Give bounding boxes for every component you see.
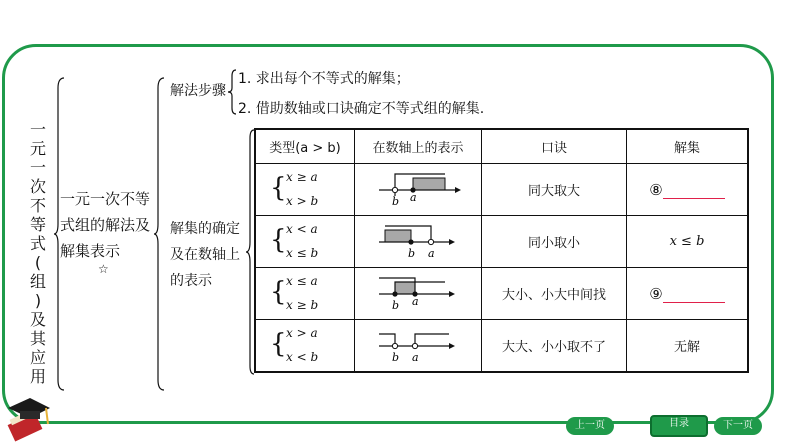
step-2: 2. 借助数轴或口诀确定不等式组的解集. [238, 101, 485, 117]
rule-cell: 同小取小 [482, 216, 627, 268]
step-1: 1. 求出每个不等式的解集； [238, 71, 410, 87]
header-rule: 口诀 [482, 129, 627, 164]
axis-b-label: b [392, 350, 400, 364]
table-header-row [255, 129, 748, 164]
axis-b-label: b [392, 298, 400, 312]
star-mark: ☆ [98, 262, 109, 276]
axis-cell [355, 268, 482, 320]
number-line-none [375, 324, 461, 364]
graduation-cap-icon [2, 384, 52, 444]
brace-steps [228, 68, 238, 116]
type-cell: { x > a x < b [255, 320, 355, 373]
answer-cell: ⑧ [627, 164, 749, 216]
header-axis: 在数轴上的表示 [355, 129, 482, 164]
axis-b-label: b [392, 194, 400, 208]
steps-label: 解法步骤 [170, 83, 226, 99]
axis-a-label: a [412, 350, 419, 364]
rule-cell: 同大取大 [482, 164, 627, 216]
type-cell: { x ≥ a x > b [255, 164, 355, 216]
next-page-button[interactable]: 下一页 [714, 417, 762, 435]
table-row [255, 320, 748, 373]
number-line-big [375, 168, 461, 208]
answer-cell: ⑨ [627, 268, 749, 320]
type-cell: { x ≤ a x ≥ b [255, 268, 355, 320]
table-row [255, 216, 748, 268]
menu-button[interactable]: 目录 [650, 415, 708, 437]
answer-blank-9[interactable] [663, 288, 725, 303]
number-line-between [375, 272, 461, 312]
table-row [255, 164, 748, 216]
prev-page-button[interactable]: 上一页 [566, 417, 614, 435]
answer-cell: 无解 [627, 320, 749, 373]
sidebar-title: 一 元 一 次 不 等 式 ( 组 ) 及 其 应 用 [29, 120, 46, 386]
table-row [255, 268, 748, 320]
rule-cell: 大大、小小取不了 [482, 320, 627, 373]
type-cell: { x < a x ≤ b [255, 216, 355, 268]
axis-a-label: a [412, 294, 419, 308]
answer-cell: x ≤ b [627, 216, 749, 268]
axis-a-label: a [428, 246, 435, 260]
number-line-small [375, 220, 461, 260]
solution-table [254, 128, 749, 373]
header-answer: 解集 [627, 129, 749, 164]
topic-label: 一元一次不等 式组的解法及 解集表示 [60, 190, 151, 260]
axis-b-label: b [408, 246, 416, 260]
rule-cell: 大小、小大中间找 [482, 268, 627, 320]
axis-cell [355, 216, 482, 268]
axis-cell [355, 164, 482, 216]
header-type: 类型(a > b) [255, 129, 355, 164]
axis-cell [355, 320, 482, 373]
determine-label: 解集的确定 及在数轴上 的表示 [170, 221, 240, 289]
answer-blank-8[interactable] [663, 184, 725, 199]
axis-a-label: a [410, 190, 417, 204]
